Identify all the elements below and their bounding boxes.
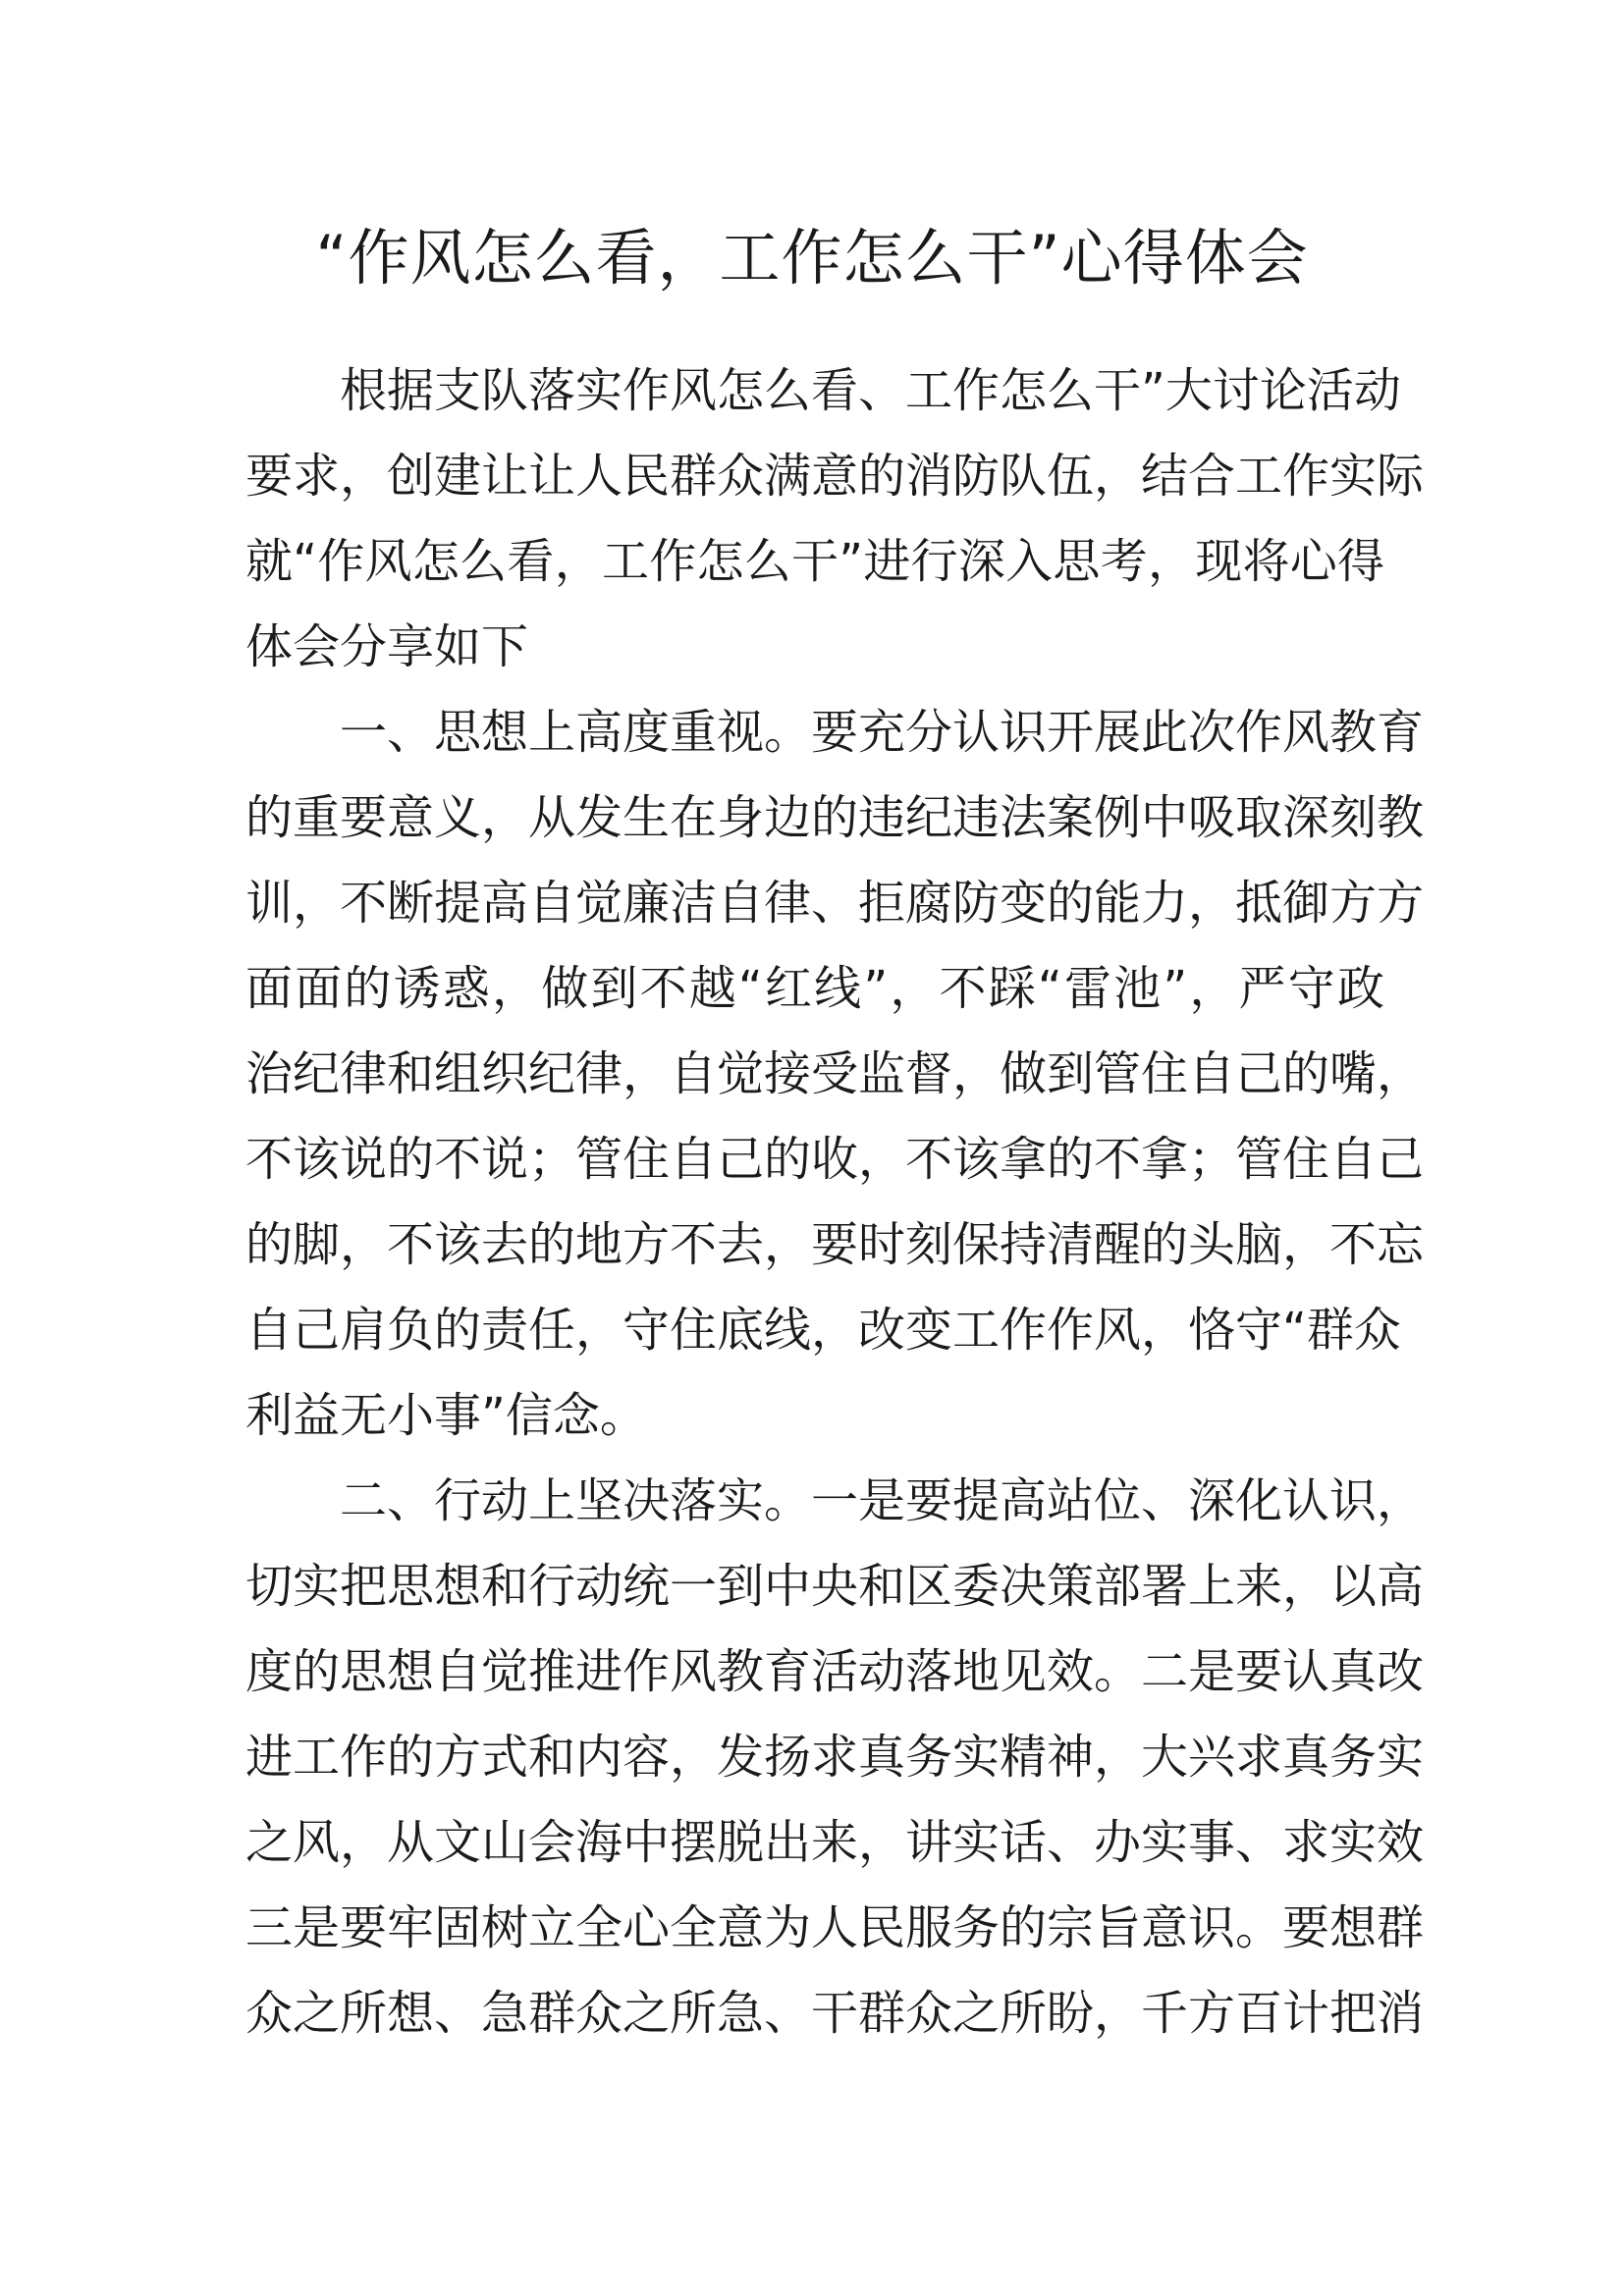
- text-line: 的重要意义，从发生在身边的违纪违法案例中吸取深刻教: [245, 790, 1425, 845]
- section-one-paragraph: [245, 690, 1425, 1459]
- text-line: 利益无小事”信念。: [245, 1388, 647, 1443]
- text-line: 进工作的方式和内容，发扬求真务实精神，大兴求真务实: [245, 1730, 1425, 1785]
- text-line: 根据支队落实作风怎么看、工作怎么干”大讨论活动: [340, 363, 1401, 418]
- text-line: 面面的诱惑，做到不越“红线”，不踩“雷池”，严守政: [245, 961, 1384, 1016]
- text-line: 体会分享如下: [245, 619, 529, 674]
- text-line: 三是要牢固树立全心全意为人民服务的宗旨意识。要想群: [245, 1900, 1425, 1955]
- text-line: 众之所想、急群众之所急、干群众之所盼，千方百计把消: [245, 1986, 1425, 2041]
- text-line: 的脚，不该去的地方不去，要时刻保持清醒的头脑，不忘: [245, 1217, 1425, 1272]
- text-line: 二、行动上坚决落实。一是要提高站位、深化认识，: [340, 1473, 1425, 1528]
- text-line: 就“作风怎么看，工作怎么干”进行深入思考，现将心得: [245, 534, 1384, 589]
- text-line: 不该说的不说；管住自己的收，不该拿的不拿；管住自己: [245, 1132, 1425, 1187]
- text-line: 自己肩负的责任，守住底线，改变工作作风，恪守“群众: [245, 1303, 1401, 1358]
- document-body: [245, 348, 1425, 2056]
- text-line: 训，不断提高自觉廉洁自律、拒腐防变的能力，抵御方方: [245, 876, 1425, 931]
- section-two-paragraph: [245, 1459, 1425, 2056]
- intro-paragraph: [245, 348, 1425, 690]
- document-title: “作风怎么看，工作怎么干”心得体会: [315, 222, 1309, 294]
- text-line: 治纪律和组织纪律，自觉接受监督，做到管住自己的嘴，: [245, 1046, 1425, 1101]
- text-line: 之风，从文山会海中摆脱出来，讲实话、办实事、求实效: [245, 1815, 1425, 1870]
- text-line: 切实把思想和行动统一到中央和区委决策部署上来，以高: [245, 1559, 1425, 1614]
- text-line: 一、思想上高度重视。要充分认识开展此次作风教育: [340, 705, 1425, 760]
- text-line: 要求，创建让让人民群众满意的消防队伍，结合工作实际: [245, 449, 1425, 504]
- text-line: 度的思想自觉推进作风教育活动落地见效。二是要认真改: [245, 1644, 1425, 1699]
